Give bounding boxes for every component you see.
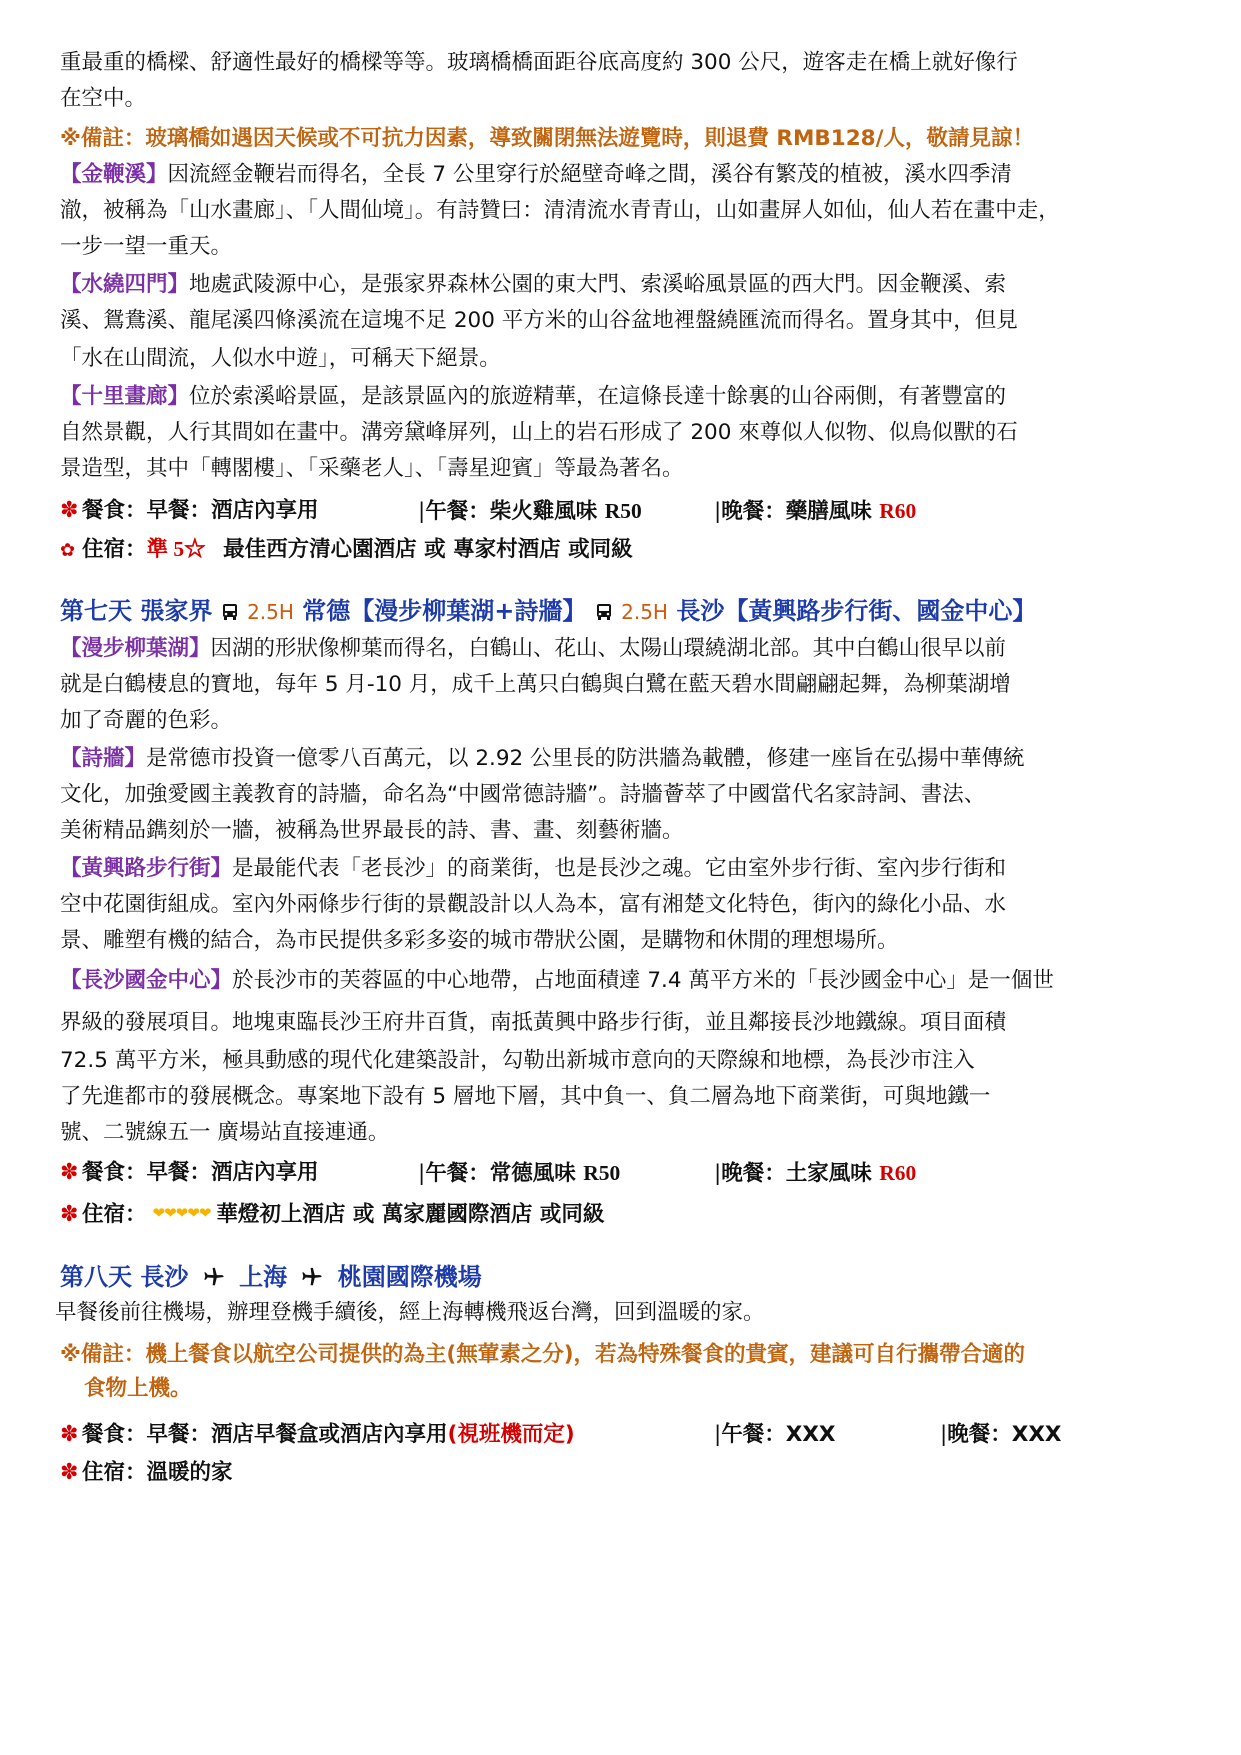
flower-outline-icon: ✿ [60, 540, 76, 561]
day8-dinner: 晚餐：XXX [947, 1422, 1062, 1447]
day7-stay-label: 住宿： [82, 1202, 147, 1227]
paragraph-line: 在空中。 [60, 86, 147, 111]
poetry-wall-text: 是常德市投資一億零八百萬元，以 2.92 公里長的防洪牆為載體，修建一座旨在弘揚中華傳統 [146, 746, 1025, 771]
day7-lunch: 午餐：常德風味 [425, 1161, 576, 1186]
flower-icon: ✽ [60, 1460, 79, 1485]
paragraph-line: 72.5 萬平方米，極具動感的現代化建築設計，勾勒出新城市意向的天際線和地標，為長沙市注入 [60, 1048, 975, 1073]
paragraph-line: 景、雕塑有機的結合，為市民提供多彩多姿的城市帶狀公園，是購物和休閒的理想場所。 [60, 928, 899, 953]
day7-breakfast: 餐食：早餐：酒店內享用 [82, 1160, 319, 1185]
paragraph-line: 自然景觀，人行其間如在畫中。溝旁黛峰屏列，山上的岩石形成了 200 來尊似人似物、似鳥似獸的石 [60, 420, 1018, 445]
poetry-wall-title: 【詩牆】 [60, 746, 147, 771]
separator: | [940, 1422, 948, 1447]
paragraph-line: 溪、鴛鴦溪、龍尾溪四條溪流在這塊不足 200 平方米的山谷盆地裡盤繞匯流而得名。置身其中，但見 [60, 308, 1018, 333]
liuye-title: 【漫步柳葉湖】 [60, 636, 211, 661]
paragraph-line: 加了奇麗的色彩。 [60, 708, 233, 733]
day6-lunch-group [418, 496, 642, 527]
day8-description: 早餐後前往機場，辦理登機手續後，經上海轉機飛返台灣，回到溫暖的家。 [55, 1300, 765, 1325]
paragraph-line: 號、二號線五一 廣場站直接連通。 [60, 1120, 390, 1145]
day6-stay [60, 534, 633, 566]
day7-stay [60, 1198, 604, 1230]
day7-duration-2: 2.5H [621, 600, 668, 624]
day8-title-a: 第八天 長沙 [60, 1263, 189, 1291]
day8-lunch: 午餐：XXX [721, 1422, 836, 1447]
day7-dinner-group [714, 1158, 916, 1189]
jinbian-title: 【金鞭溪】 [60, 162, 168, 187]
paragraph-line: 空中花園街組成。室內外兩條步行街的景觀設計以人為本，富有湘楚文化特色，街內的綠化小品、水 [60, 892, 1007, 917]
day7-duration-1: 2.5H [247, 600, 294, 624]
day7-meals [60, 1158, 917, 1188]
separator: | [714, 1161, 722, 1186]
day8-breakfast: 餐食：早餐：酒店早餐盒或酒店內享用 [82, 1422, 448, 1447]
paragraph-line: 澈，被稱為「山水畫廊」、「人間仙境」。有詩贊曰：清清流水青青山，山如畫屏人如仙，仙人若在畫中走， [60, 198, 1060, 223]
paragraph-line: 「水在山間流，人似水中遊」，可稱天下絕景。 [60, 346, 501, 371]
flower-icon: ✽ [60, 1160, 79, 1185]
paragraph-line: 就是白鶴棲息的寶地，每年 5 月-10 月，成千上萬只白鶴與白鷺在藍天碧水間翩翩起舞，為柳葉湖增 [60, 672, 1011, 697]
paragraph-line: 美術精品鐫刻於一牆，被稱為世界最長的詩、書、畫、刻藝術牆。 [60, 818, 684, 843]
day6-breakfast: 餐食：早餐：酒店內享用 [82, 498, 319, 523]
day8-note-1: ※備註：機上餐食以航空公司提供的為主(無葷素之分)，若為特殊餐食的貴賓，建議可自行攜帶合適的 [60, 1342, 1026, 1367]
day6-stay-grade: 準 5☆ [146, 537, 206, 561]
airplane-icon [203, 1266, 225, 1288]
day7-title-a: 第七天 張家界 [60, 597, 213, 625]
paragraph-line: 重最重的橋樑、舒適性最好的橋樑等等。玻璃橋橋面距谷底高度約 300 公尺，遊客走在橋上就好像行 [60, 50, 1018, 75]
separator: | [418, 1161, 426, 1186]
airplane-icon [301, 1266, 323, 1288]
paragraph-line: 了先進都市的發展概念。專案地下設有 5 層地下層，其中負一、負二層為地下商業街，可與地鐵一 [60, 1084, 991, 1109]
ifs-text: 於長沙市的芙蓉區的中心地帶，占地面積達 7.4 萬平方米的「長沙國金中心」是一個世 [232, 968, 1054, 993]
huangxing-line-1 [60, 854, 1006, 884]
huangxing-title: 【黃興路步行街】 [60, 856, 233, 881]
paragraph-line: 景造型，其中「轉閣樓」、「采藥老人」、「壽星迎賓」等最為著名。 [60, 456, 684, 481]
day6-stay-text: 最佳西方清心園酒店 或 專家村酒店 或同級 [223, 537, 633, 562]
day8-meals [60, 1420, 1062, 1450]
paragraph-line: 一步一望一重天。 [60, 234, 233, 259]
day6-meals [60, 496, 917, 526]
shili-title: 【十里畫廊】 [60, 384, 190, 409]
day6-dinner: 晚餐：藥膳風味 [721, 499, 872, 524]
bus-icon [221, 603, 239, 621]
separator: | [714, 499, 722, 524]
hearts-rating-icon: ❤❤❤❤❤ [152, 1204, 211, 1222]
day8-stay-text: 住宿：溫暖的家 [82, 1460, 233, 1485]
day6-dinner-price: R60 [879, 499, 917, 523]
day7-title-b: 常德【漫步柳葉湖+詩牆】 [302, 597, 587, 625]
day7-dinner: 晚餐：土家風味 [721, 1161, 872, 1186]
separator: | [714, 1422, 722, 1447]
day6-lunch-price: R50 [604, 499, 642, 523]
flower-icon: ✽ [60, 1202, 79, 1227]
day8-heading [60, 1262, 482, 1292]
day7-lunch-price: R50 [583, 1161, 621, 1185]
day6-stay-label: 住宿： [82, 537, 147, 562]
ifs-title: 【長沙國金中心】 [60, 968, 233, 993]
flower-icon: ✽ [60, 1422, 79, 1447]
day6-dinner-group [714, 496, 916, 527]
poetry-wall-line-1 [60, 744, 1025, 774]
paragraph-line: 文化，加強愛國主義教育的詩牆，命名為“中國常德詩牆”。詩牆薈萃了中國當代名家詩詞、書法、 [60, 782, 986, 807]
jinbian-line-1 [60, 160, 1012, 190]
day8-title-c: 桃園國際機場 [337, 1263, 482, 1291]
shili-line-1 [60, 382, 1006, 412]
jinbian-text: 因流經金鞭岩而得名，全長 7 公里穿行於絕壁奇峰之間，溪谷有繁茂的植被，溪水四季清 [167, 162, 1012, 187]
huangxing-text: 是最能代表「老長沙」的商業街，也是長沙之魂。它由室外步行街、室內步行街和 [232, 856, 1007, 881]
shuirao-title: 【水繞四門】 [60, 272, 190, 297]
shuirao-text: 地處武陵源中心，是張家界森林公園的東大門、索溪峪風景區的西大門。因金鞭溪、索 [189, 272, 1007, 297]
paragraph-line: 界級的發展項目。地塊東臨長沙王府井百貨，南抵黃興中路步行街，並且鄰接長沙地鐵線。項目面積 [60, 1010, 1007, 1035]
day8-title-b: 上海 [239, 1263, 288, 1291]
day8-meal-note: (視班機而定) [447, 1422, 575, 1447]
day8-dinner-group [940, 1420, 1061, 1450]
day8-note-2: 食物上機。 [84, 1376, 192, 1401]
day7-title-c: 長沙【黃興路步行街、國金中心】 [676, 597, 1037, 625]
liuye-line-1 [60, 634, 1006, 664]
day8-lunch-group [714, 1420, 835, 1450]
day7-heading [60, 596, 1036, 627]
liuye-text: 因湖的形狀像柳葉而得名，白鶴山、花山、太陽山環繞湖北部。其中白鶴山很早以前 [210, 636, 1007, 661]
day8-stay [60, 1458, 233, 1488]
day6-lunch: 午餐：柴火雞風味 [425, 499, 598, 524]
ifs-line-1 [60, 966, 1054, 996]
day7-lunch-group [418, 1158, 620, 1189]
bus-icon [595, 603, 613, 621]
day7-dinner-price: R60 [879, 1161, 917, 1185]
shuirao-line-1 [60, 270, 1006, 300]
day7-stay-text: 華燈初上酒店 或 萬家麗國際酒店 或同級 [216, 1202, 605, 1227]
separator: | [418, 499, 426, 524]
glass-bridge-note: ※備註：玻璃橋如遇因天候或不可抗力因素，導致關閉無法遊覽時，則退費 RMB128/人，敬請見諒！ [60, 126, 1034, 151]
flower-icon: ✽ [60, 498, 79, 523]
shili-text: 位於索溪峪景區，是該景區內的旅遊精華，在這條長達十餘裏的山谷兩側，有著豐富的 [189, 384, 1007, 409]
